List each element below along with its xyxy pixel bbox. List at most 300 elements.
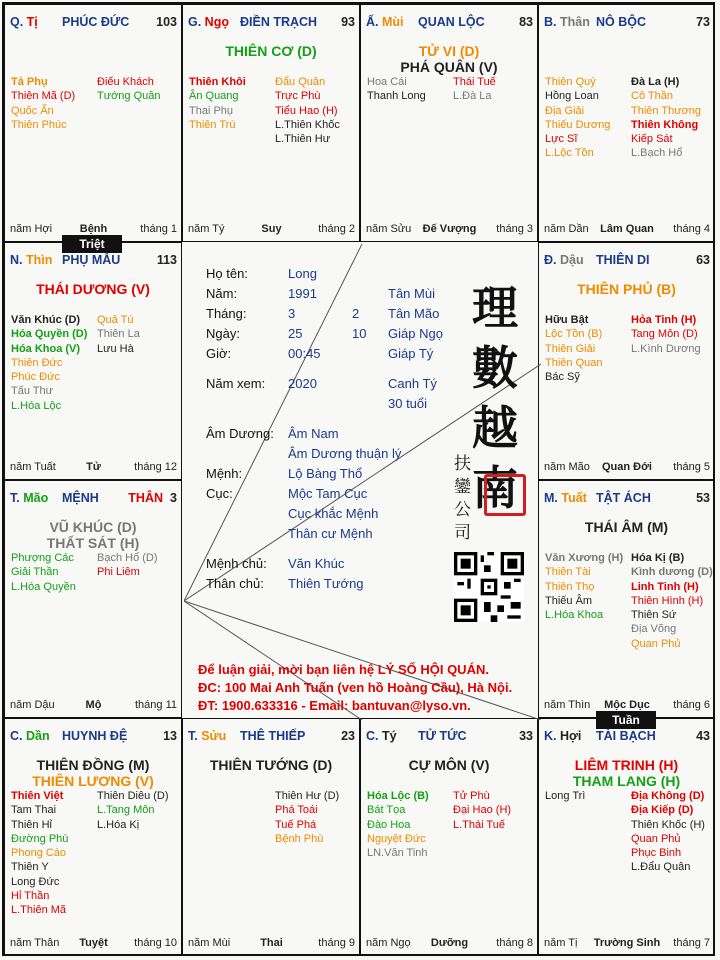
minor-star: L.Lộc Tồn: [545, 147, 594, 160]
minor-star: Đà La (H): [631, 76, 680, 88]
palace-name: TÀI BẠCH: [596, 729, 656, 743]
red-stamp: [484, 474, 526, 516]
minor-star: Thai Phụ: [189, 104, 234, 117]
palace-header: [188, 15, 355, 31]
palace-number: 63: [696, 253, 710, 267]
palace-footer: [188, 223, 355, 236]
main-star: THÁI DƯƠNG (V): [36, 281, 150, 297]
seal-char-2: 數: [472, 341, 518, 395]
palace-branch: [544, 253, 584, 267]
minor-star: Thiên Diêu (D): [97, 790, 169, 802]
contact-line-1: Để luận giải, mời bạn liên hệ LÝ SỐ HỘI QUÁN.: [198, 662, 489, 677]
minor-star: Hoa Cái: [367, 76, 407, 88]
minor-stars-right: [453, 789, 511, 832]
minor-star: Tả Phụ: [11, 76, 48, 88]
palace-branch-name: Tị: [26, 15, 38, 29]
palace-cell: [4, 480, 182, 718]
minor-stars-left: [367, 789, 429, 860]
value-tuoi: 30 tuổi: [388, 396, 428, 411]
palace-cell: [538, 718, 715, 956]
minor-stars-right: [97, 789, 169, 832]
label-gio: Giờ:: [206, 346, 232, 361]
palace-footer: [10, 699, 177, 712]
palace-name: ĐIỀN TRẠCH: [240, 15, 318, 29]
palace-number: 3: [170, 491, 177, 505]
palace-branch: [188, 729, 226, 743]
minor-stars-left: [189, 75, 246, 132]
minor-stars-right: [453, 75, 496, 104]
minor-star: L.Bạch Hổ: [631, 147, 683, 160]
minor-stars-right: [97, 313, 140, 356]
minor-star: Tuế Phá: [275, 818, 317, 831]
label-thang: Tháng:: [206, 306, 247, 321]
palace-branch: [10, 491, 48, 505]
company-char-4: 司: [454, 523, 471, 543]
minor-stars-right: [631, 789, 705, 875]
main-star: THẤT SÁT (H): [46, 535, 140, 551]
minor-star: Thiên Không: [631, 118, 699, 131]
palace-footer: [544, 461, 710, 474]
palace-branch-prefix: G.: [188, 15, 205, 29]
palace-branch-prefix: T.: [10, 491, 24, 505]
minor-star: Cô Thần: [631, 90, 673, 103]
company-char-3: 公: [454, 500, 471, 520]
minor-stars-left: [545, 313, 602, 384]
minor-star: Thiên Sứ: [631, 609, 677, 622]
palace-cell: [182, 718, 360, 956]
minor-stars-right: [631, 551, 713, 651]
palace-year: năm Hợi: [10, 223, 53, 235]
palace-header: [10, 729, 177, 745]
label-ngay: Ngày:: [206, 326, 240, 341]
palace-cell: [538, 480, 715, 718]
minor-star: Thiên Quan: [545, 356, 603, 369]
minor-star: L.Kình Dương: [631, 342, 701, 355]
palace-stage: Dưỡng: [430, 937, 469, 949]
main-stars: [5, 757, 181, 789]
minor-star: Long Đức: [11, 875, 60, 888]
minor-star: L.Thái Tuế: [453, 818, 505, 831]
palace-stage: Đế Vượng: [422, 223, 477, 235]
palace-branch-prefix: M.: [544, 491, 562, 505]
label-cuc: Cục:: [206, 486, 233, 501]
main-star: THAM LANG (H): [572, 773, 681, 789]
minor-star: Đường Phù: [11, 832, 69, 845]
value-cuc-2: Cục khắc Mệnh: [288, 506, 379, 521]
minor-stars-left: [11, 313, 87, 413]
qr-code: [454, 552, 524, 622]
label-ho-ten: Họ tên:: [206, 266, 248, 281]
minor-stars-right: [275, 75, 340, 146]
palace-cell: [4, 242, 182, 480]
palace-branch-name: Thân: [559, 15, 590, 29]
palace-branch-prefix: T.: [188, 729, 202, 743]
minor-star: Linh Tinh (H): [631, 580, 699, 593]
palace-name: THIÊN DI: [596, 253, 650, 267]
minor-star: Hóa Lộc (B): [367, 790, 429, 802]
minor-star: Quan Phủ: [631, 637, 681, 650]
minor-star: L.Tang Môn: [97, 804, 155, 817]
value-than-chu: Thiên Tướng: [288, 576, 364, 591]
minor-star: Thanh Long: [367, 90, 426, 103]
palace-year: năm Mùi: [188, 937, 231, 949]
palace-cell: [182, 4, 360, 242]
minor-star: Thiên Việt: [11, 790, 64, 802]
main-stars: [361, 43, 537, 75]
palace-year: năm Thìn: [544, 699, 591, 711]
main-stars: [539, 281, 714, 297]
main-stars: [183, 757, 359, 773]
company-char-2: 鑾: [454, 477, 471, 497]
palace-branch-prefix: Đ.: [544, 253, 560, 267]
minor-star: Thái Tuế: [453, 76, 496, 88]
palace-name: MỆNH: [62, 491, 99, 505]
minor-star: Thiên Quý: [545, 76, 596, 88]
palace-cell: [360, 4, 538, 242]
palace-branch-name: Dần: [25, 729, 50, 743]
palace-number: 103: [156, 15, 177, 29]
palace-year: năm Tị: [544, 937, 578, 949]
minor-star: Hữu Bật: [545, 314, 589, 326]
palace-year: năm Sửu: [366, 223, 412, 235]
palace-year: năm Tý: [188, 223, 225, 235]
palace-footer: [544, 223, 710, 236]
minor-star: Thiếu Âm: [545, 594, 593, 607]
label-nam: Năm:: [206, 286, 238, 301]
palace-month: tháng 2: [318, 223, 355, 235]
palace-branch-prefix: Ấ.: [366, 15, 382, 29]
main-star: THIÊN ĐỒNG (M): [36, 757, 150, 773]
center-info-panel: [184, 244, 541, 720]
label-menh-chu: Mệnh chủ:: [206, 556, 267, 571]
palace-branch: [544, 729, 581, 743]
triet-tag: Triệt: [62, 235, 122, 253]
main-star: THIÊN PHỦ (B): [577, 281, 676, 297]
minor-star: Thiên Tài: [545, 566, 591, 579]
minor-star: Phá Toái: [275, 804, 318, 817]
main-star: THIÊN TƯỚNG (D): [209, 757, 333, 773]
palace-header: [366, 15, 533, 31]
minor-star: Tiểu Hao (H): [275, 104, 338, 117]
palace-year: năm Tuất: [10, 461, 56, 473]
minor-star: Hóa Quyền (D): [11, 328, 88, 341]
palace-month: tháng 4: [673, 223, 710, 235]
minor-star: Thiên Thọ: [545, 580, 595, 593]
minor-star: Quan Phủ: [631, 832, 681, 845]
palace-month: tháng 3: [496, 223, 533, 235]
palace-branch-name: Thìn: [25, 253, 53, 267]
minor-star: L.Thiên Mã: [11, 904, 67, 917]
palace-month: tháng 9: [318, 937, 355, 949]
label-menh: Mệnh:: [206, 466, 243, 481]
minor-star: Kiếp Sát: [631, 133, 673, 146]
value-nam-xem: 2020: [288, 376, 317, 391]
minor-star: Bát Tọa: [367, 804, 406, 817]
tuvi-chart: [2, 2, 715, 956]
palace-name: PHỤ MẪU: [62, 253, 121, 267]
minor-stars-left: [545, 75, 610, 161]
palace-header: [544, 253, 710, 269]
palace-header: [366, 729, 533, 745]
palace-number: 33: [519, 729, 533, 743]
palace-header: [10, 491, 177, 507]
minor-stars-right: [631, 313, 701, 356]
label-nam-xem: Năm xem:: [206, 376, 266, 391]
minor-star: Hỉ Thần: [11, 890, 50, 903]
palace-month: tháng 6: [673, 699, 710, 711]
minor-star: Thiên Thương: [631, 104, 702, 117]
palace-branch: [188, 15, 229, 29]
main-star: LIÊM TRINH (H): [574, 757, 679, 773]
palace-month: tháng 8: [496, 937, 533, 949]
minor-star: Trực Phù: [275, 90, 321, 103]
palace-stage: Bệnh: [79, 223, 108, 235]
palace-name: THÊ THIẾP: [240, 729, 306, 743]
value-nam: 1991: [288, 286, 317, 301]
minor-stars-left: [367, 75, 426, 104]
minor-star: Thiên Giải: [545, 342, 596, 355]
palace-number: 113: [156, 253, 177, 267]
minor-star: Địa Võng: [631, 623, 677, 636]
minor-star: Phi Liêm: [97, 566, 140, 579]
palace-year: năm Dần: [544, 223, 589, 235]
value-nam-xem-can: Canh Tý: [388, 376, 437, 391]
palace-footer: [10, 461, 177, 474]
value-ngay-can: Giáp Ngọ: [388, 326, 443, 341]
minor-star: Thiên Khôi: [189, 76, 246, 88]
minor-star: Thiếu Dương: [545, 118, 611, 131]
minor-star: Văn Xương (H): [545, 552, 624, 564]
contact-line-2: ĐC: 100 Mai Anh Tuấn (ven hồ Hoàng Cầu), Hà Nội.: [198, 680, 513, 695]
value-ngay-am: 10: [352, 326, 367, 341]
minor-star: Kình dương (D): [631, 566, 713, 579]
minor-stars-right: [275, 789, 339, 846]
main-stars: [539, 757, 714, 789]
minor-star: Lưu Hà: [97, 342, 134, 355]
palace-header: [10, 253, 177, 269]
minor-star: Phục Binh: [631, 847, 682, 860]
palace-branch-prefix: K.: [544, 729, 560, 743]
palace-year: năm Dậu: [10, 699, 55, 711]
value-cuc: Mộc Tam Cục: [288, 486, 368, 501]
minor-star: Hóa Khoa (V): [11, 342, 81, 355]
tuan-tag: Tuần: [596, 711, 656, 729]
minor-star: Địa Kiếp (D): [631, 804, 694, 817]
company-char-1: 扶: [454, 454, 471, 474]
palace-month: tháng 7: [673, 937, 710, 949]
minor-star: Phượng Các: [11, 552, 74, 564]
palace-stage: Tuyệt: [79, 937, 108, 949]
than-marker: THÂN: [128, 491, 163, 505]
label-than-chu: Thân chủ:: [206, 576, 264, 591]
value-am-duong: Âm Nam: [288, 426, 339, 441]
value-thang: 3: [288, 306, 296, 321]
minor-star: Thiên Hình (H): [631, 594, 704, 607]
palace-month: tháng 11: [134, 699, 177, 711]
minor-star: L.Thiên Khốc: [275, 118, 340, 131]
minor-star: Đẩu Quân: [275, 76, 326, 88]
palace-branch: [544, 491, 587, 505]
palace-year: năm Mão: [544, 461, 590, 473]
minor-star: Phong Cáo: [11, 847, 67, 860]
minor-star: LN.Văn Tinh: [367, 847, 428, 860]
palace-branch-prefix: C.: [366, 729, 382, 743]
minor-star: Long Trì: [545, 790, 586, 802]
minor-star: Thiên La: [97, 328, 140, 341]
palace-cell: [538, 4, 715, 242]
minor-star: Văn Khúc (D): [11, 314, 81, 326]
palace-branch-name: Dậu: [559, 253, 584, 267]
palace-number: 83: [519, 15, 533, 29]
minor-stars-left: [545, 551, 623, 622]
main-star: THIÊN CƠ (D): [225, 43, 317, 59]
palace-branch: [10, 729, 50, 743]
main-stars: [183, 43, 359, 59]
minor-stars-left: [545, 789, 585, 803]
palace-branch-name: Tuất: [561, 491, 587, 505]
minor-star: Quả Tú: [97, 314, 134, 326]
minor-star: Địa Không (D): [631, 790, 705, 802]
palace-month: tháng 10: [134, 937, 177, 949]
value-cuc-3: Thân cư Mệnh: [288, 526, 373, 541]
minor-stars-left: [11, 789, 68, 918]
palace-header: [544, 491, 710, 507]
palace-header: [544, 729, 710, 745]
minor-star: L.Hóa Lộc: [11, 399, 62, 412]
minor-star: Lực Sĩ: [545, 133, 578, 146]
palace-branch: [10, 253, 52, 267]
minor-star: Lộc Tồn (B): [545, 328, 603, 341]
minor-star: Bác Sỹ: [545, 371, 580, 384]
palace-branch-name: Tý: [381, 729, 397, 743]
palace-branch-name: Hợi: [559, 729, 582, 743]
main-star: THIÊN LƯƠNG (V): [32, 773, 154, 789]
palace-number: 53: [696, 491, 710, 505]
minor-star: Đào Hoa: [367, 818, 411, 831]
value-thang-can: Tân Mão: [388, 306, 440, 321]
palace-cell: [4, 4, 182, 242]
palace-year: năm Ngọ: [366, 937, 411, 949]
minor-stars-left: [11, 551, 76, 594]
palace-branch-name: Ngọ: [204, 15, 229, 29]
value-gio: 00:45: [288, 346, 321, 361]
minor-star: Thiên Trù: [189, 118, 236, 131]
value-menh: Lộ Bàng Thổ: [288, 466, 363, 481]
minor-star: Thiên Mã (D): [11, 90, 76, 103]
minor-star: Nguyệt Đức: [367, 832, 426, 845]
minor-star: Hỏa Tinh (H): [631, 314, 697, 326]
minor-star: L.Hóa Khoa: [545, 609, 604, 622]
palace-branch-prefix: Q.: [10, 15, 27, 29]
minor-stars-left: [11, 75, 75, 132]
minor-star: Bạch Hổ (D): [97, 552, 158, 564]
main-stars: [5, 519, 181, 551]
minor-star: Quốc Ấn: [11, 104, 54, 117]
seal-char-4: 南: [472, 461, 518, 515]
minor-star: Hồng Loan: [545, 90, 599, 103]
minor-star: Hóa Kị (B): [631, 552, 685, 564]
minor-star: Bệnh Phù: [275, 832, 324, 845]
palace-stage: Tử: [86, 461, 101, 473]
minor-star: Tấu Thư: [11, 385, 54, 398]
palace-header: [544, 15, 710, 31]
minor-star: Giải Thần: [11, 566, 59, 579]
main-star: CỰ MÔN (V): [408, 757, 490, 773]
minor-star: Điếu Khách: [97, 76, 154, 88]
palace-footer: [366, 223, 533, 236]
palace-branch: [544, 15, 590, 29]
palace-branch-name: Mão: [23, 491, 49, 505]
minor-star: Địa Giải: [545, 104, 585, 117]
palace-name: TỬ TỨC: [418, 729, 467, 743]
minor-star: L.Hóa Quyền: [11, 580, 76, 593]
palace-year: năm Thân: [10, 937, 60, 949]
minor-stars-right: [97, 75, 161, 104]
contact-line-3: ĐT: 1900.633316 - Email: bantuvan@lyso.vn.: [198, 698, 471, 713]
palace-cell: [4, 718, 182, 956]
palace-stage: Mộ: [85, 699, 102, 711]
palace-number: 93: [341, 15, 355, 29]
palace-footer: [366, 937, 533, 950]
minor-star: Thiên Khốc (H): [631, 818, 705, 831]
palace-header: [10, 15, 177, 31]
palace-branch: [10, 15, 38, 29]
palace-number: 73: [696, 15, 710, 29]
seal-char-3: 越: [472, 401, 518, 455]
main-star: PHÁ QUÂN (V): [400, 59, 498, 75]
palace-branch-name: Sửu: [201, 729, 227, 743]
minor-star: L.Hóa Kị: [97, 818, 140, 831]
palace-branch-name: Mùi: [381, 15, 404, 29]
palace-branch: [366, 15, 404, 29]
main-star: VŨ KHÚC (D): [49, 519, 137, 535]
minor-star: Thiên Đức: [11, 356, 63, 369]
palace-footer: [10, 937, 177, 950]
minor-star: Thiên Hư (D): [275, 790, 340, 802]
value-ngay: 25: [288, 326, 303, 341]
palace-branch: [366, 729, 397, 743]
palace-footer: [544, 937, 710, 950]
minor-star: Tử Phù: [453, 790, 490, 802]
minor-star: Ân Quang: [189, 90, 239, 103]
palace-stage: Mộc Dục: [604, 699, 650, 711]
seal-char-1: 理: [472, 281, 518, 335]
main-stars: [5, 281, 181, 297]
minor-star: Thiên Hỉ: [11, 818, 52, 831]
palace-cell: [538, 242, 715, 480]
minor-star: Tam Thai: [11, 804, 57, 817]
minor-star: Phúc Đức: [11, 371, 60, 384]
value-ho-ten: Long: [288, 266, 317, 281]
minor-star: Tang Môn (D): [631, 328, 698, 341]
palace-name: PHÚC ĐỨC: [62, 15, 130, 29]
main-star: TỬ VI (D): [418, 43, 480, 59]
palace-month: tháng 12: [134, 461, 177, 473]
palace-number: 23: [341, 729, 355, 743]
palace-number: 43: [696, 729, 710, 743]
palace-month: tháng 5: [673, 461, 710, 473]
minor-star: Thiên Y: [11, 861, 49, 874]
main-star: THÁI ÂM (M): [584, 519, 669, 535]
label-am-duong: Âm Dương:: [206, 426, 274, 441]
minor-star: L.Đà La: [453, 90, 492, 103]
palace-stage: Thai: [260, 937, 283, 949]
palace-footer: [188, 937, 355, 950]
palace-branch-prefix: N.: [10, 253, 26, 267]
value-thang-am: 2: [352, 306, 360, 321]
value-gio-can: Giáp Tý: [388, 346, 434, 361]
minor-star: L.Đẩu Quân: [631, 861, 691, 874]
